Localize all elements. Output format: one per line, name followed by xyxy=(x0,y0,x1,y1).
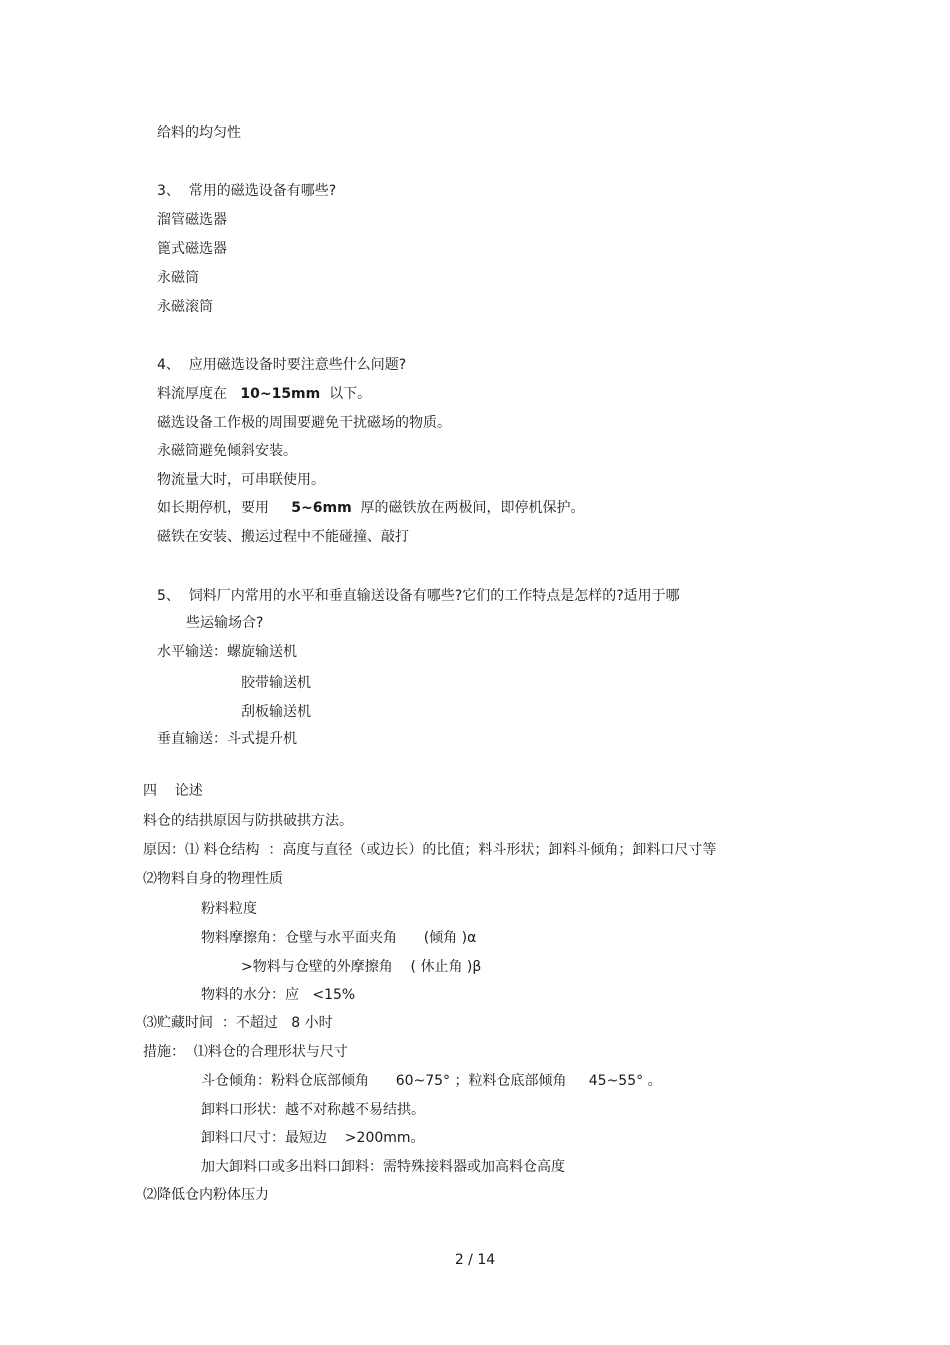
text-line: 水平输送：螺旋输送机 xyxy=(157,644,297,660)
text-line: 物料的水分：应 <15% xyxy=(201,987,356,1003)
text-line: >物料与仓壁的外摩擦角 ( 休止角 )β xyxy=(241,959,482,975)
question-heading: 3、 常用的磁选设备有哪些? xyxy=(157,183,337,199)
bold-value: 5~6mm xyxy=(291,500,352,516)
text-line: 胶带输送机 xyxy=(241,675,311,691)
text-span: 料流厚度在 xyxy=(157,386,241,402)
text-line: 料仓的结拱原因与防拱破拱方法。 xyxy=(143,813,353,829)
text-line: ⑵降低仓内粉体压力 xyxy=(143,1187,269,1203)
text-line: 卸料口形状：越不对称越不易结拱。 xyxy=(201,1102,425,1118)
text-line: 刮板输送机 xyxy=(241,704,311,720)
text-span: 以下。 xyxy=(320,386,372,402)
list-item: 永磁筒 xyxy=(157,270,199,286)
bold-value: 10~15mm xyxy=(240,386,321,402)
question-heading: 4、 应用磁选设备时要注意些什么问题? xyxy=(157,357,407,373)
text-line: 加大卸料口或多出料口卸料：需特殊接料器或加高料仓高度 xyxy=(201,1159,565,1175)
text-line: 物料摩擦角：仓壁与水平面夹角 (倾角 )α xyxy=(201,930,477,946)
text-line: 物流量大时，可串联使用。 xyxy=(157,472,325,488)
text-span: 厚的磁铁放在两极间，即停机保护。 xyxy=(351,500,585,516)
list-item: 溜管磁选器 xyxy=(157,212,227,228)
text-line: 卸料口尺寸：最短边 >200mm。 xyxy=(201,1130,425,1146)
list-item: 永磁滚筒 xyxy=(157,299,213,315)
text-line: 磁选设备工作极的周围要避免干扰磁场的物质。 xyxy=(157,415,451,431)
text-line: 给料的均匀性 xyxy=(157,125,241,141)
text-line: 斗仓倾角：粉料仓底部倾角 60~75° ；粒料仓底部倾角 45~55° 。 xyxy=(201,1073,662,1089)
text-line: 措施： ⑴料仓的合理形状与尺寸 xyxy=(143,1044,348,1060)
question-heading: 5、 饲料厂内常用的水平和垂直输送设备有哪些?它们的工作特点是怎样的?适用于哪 xyxy=(157,588,680,604)
list-item: 篦式磁选器 xyxy=(157,241,227,257)
text-line: 粉料粒度 xyxy=(201,901,257,917)
question-heading-cont: 些运输场合? xyxy=(186,615,264,631)
text-span: 如长期停机，要用 xyxy=(157,500,292,516)
section-heading: 四 论述 xyxy=(143,783,203,799)
page-number: 2 / 14 xyxy=(454,1252,496,1268)
text-line: ⑶贮藏时间 ：不超过 8 小时 xyxy=(143,1015,333,1031)
text-line xyxy=(157,385,371,403)
text-line: 垂直输送：斗式提升机 xyxy=(157,731,297,747)
text-line: 永磁筒避免倾斜安装。 xyxy=(157,443,297,459)
text-line: 原因：⑴ 料仓结构 ：高度与直径（或边长）的比值；料斗形状；卸料斗倾角；卸料口尺寸等 xyxy=(143,842,717,858)
text-line: ⑵物料自身的物理性质 xyxy=(143,871,283,887)
text-line: 磁铁在安装、搬运过程中不能碰撞、敲打 xyxy=(157,529,409,545)
text-line xyxy=(157,499,585,517)
